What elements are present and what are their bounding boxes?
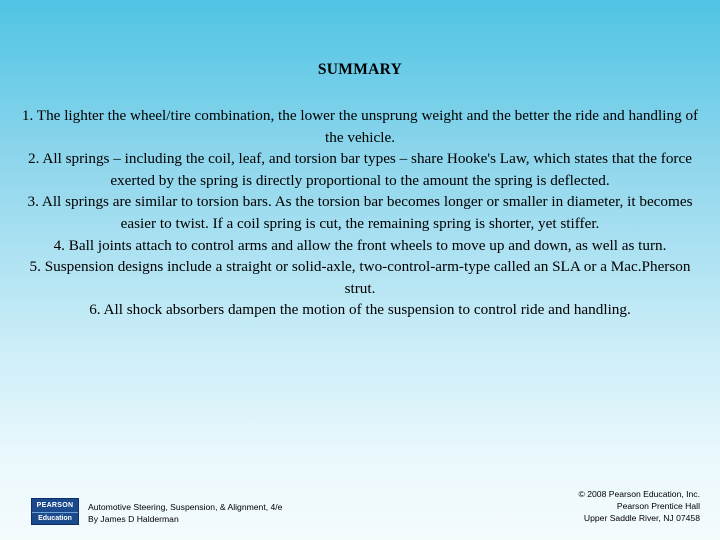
- location-line: Upper Saddle River, NJ 07458: [583, 513, 700, 523]
- slide-title: SUMMARY: [317, 61, 403, 78]
- summary-item-1: 1. The lighter the wheel/tire combination, the lower the unsprung weight and the better the ride and handling of the vehicle.: [21, 107, 699, 146]
- copyright-block: [579, 488, 700, 524]
- book-author: By James D Halderman: [88, 514, 179, 524]
- logo-subtitle: Education: [38, 515, 72, 522]
- logo-wordmark: PEARSON: [32, 499, 78, 513]
- summary-list: [14, 105, 706, 321]
- slide-footer: [0, 488, 720, 528]
- book-title: Automotive Steering, Suspension, & Alignment, 4/e: [88, 502, 283, 512]
- book-info: [88, 501, 282, 525]
- summary-item-3: 3. All springs are similar to torsion bars. As the torsion bar becomes longer or smaller in diameter, it becomes easier to twist. If a coil spring is cut, the remaining spring is shorter, yet stiffer.: [27, 193, 693, 232]
- copyright-line: © 2008 Pearson Education, Inc.: [578, 489, 700, 499]
- publisher-line: Pearson Prentice Hall: [616, 501, 700, 511]
- summary-item-2: 2. All springs – including the coil, leaf, and torsion bar types – share Hooke's Law, which states that the force exerted by the spring is directly proportional to the amount the spring is deflected.: [28, 150, 692, 189]
- summary-item-4: 4. Ball joints attach to control arms and allow the front wheels to move up and down, as well as turn.: [53, 236, 667, 254]
- summary-item-5: 5. Suspension designs include a straight or solid-axle, two-control-arm-type called an SLA or a Mac.Pherson strut.: [29, 258, 691, 297]
- pearson-logo: [31, 498, 79, 525]
- summary-item-6: 6. All shock absorbers dampen the motion of the suspension to control ride and handling.: [89, 301, 631, 319]
